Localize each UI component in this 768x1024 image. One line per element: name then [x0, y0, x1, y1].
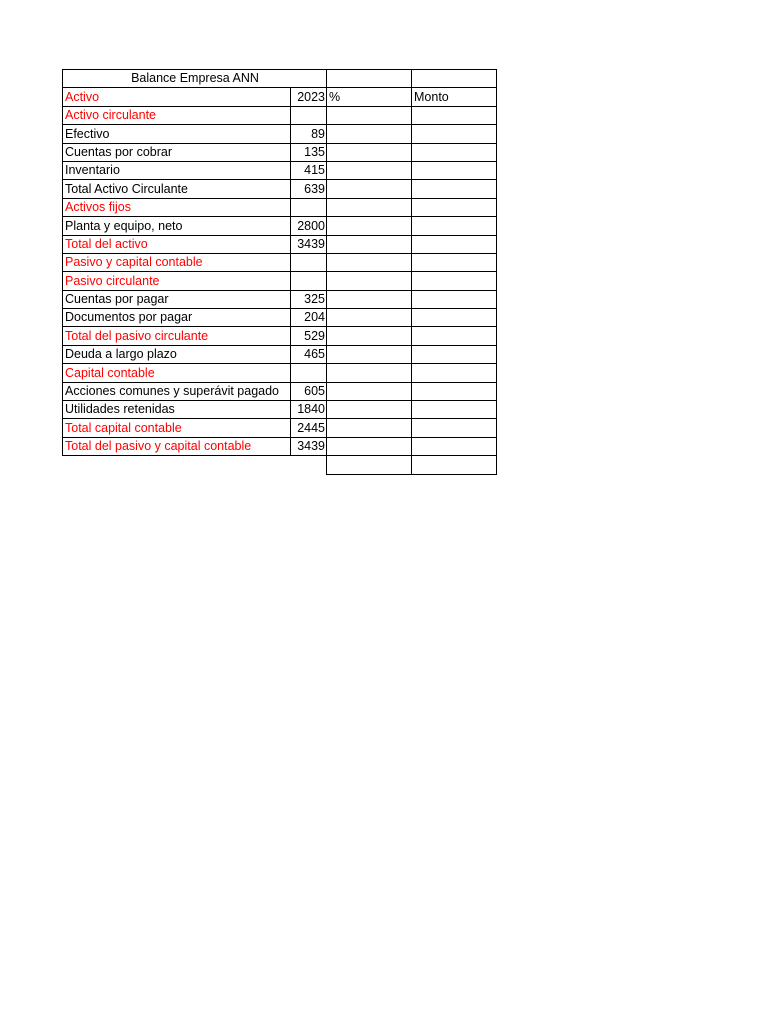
- row-percent[interactable]: [327, 327, 412, 345]
- row-value[interactable]: [291, 198, 327, 216]
- row-amount[interactable]: [412, 198, 497, 216]
- row-label[interactable]: Pasivo circulante: [63, 272, 291, 290]
- row-percent[interactable]: [327, 143, 412, 161]
- row-label[interactable]: Total del activo: [63, 235, 291, 253]
- row-amount[interactable]: [412, 382, 497, 400]
- row-label[interactable]: Total capital contable: [63, 419, 291, 437]
- row-percent[interactable]: [327, 161, 412, 179]
- row-amount[interactable]: [412, 456, 497, 474]
- row-value[interactable]: 135: [291, 143, 327, 161]
- row-value[interactable]: 465: [291, 345, 327, 363]
- row-value[interactable]: 89: [291, 125, 327, 143]
- row-amount[interactable]: [412, 106, 497, 124]
- balance-table-body: [63, 70, 497, 475]
- header-label[interactable]: Activo: [63, 88, 291, 106]
- cell-blank: [63, 456, 291, 474]
- table-row: [63, 401, 497, 419]
- row-label[interactable]: Total del pasivo circulante: [63, 327, 291, 345]
- row-value[interactable]: 204: [291, 309, 327, 327]
- row-value[interactable]: 325: [291, 290, 327, 308]
- row-label[interactable]: Deuda a largo plazo: [63, 345, 291, 363]
- row-percent[interactable]: [327, 106, 412, 124]
- row-value[interactable]: 3439: [291, 437, 327, 455]
- row-value[interactable]: 415: [291, 161, 327, 179]
- row-amount[interactable]: [412, 143, 497, 161]
- row-label[interactable]: Activos fijos: [63, 198, 291, 216]
- row-amount[interactable]: [412, 345, 497, 363]
- table-row: [63, 217, 497, 235]
- cell-empty[interactable]: [327, 70, 412, 88]
- row-percent[interactable]: [327, 437, 412, 455]
- trailing-row: [63, 456, 497, 474]
- cell-empty[interactable]: [412, 70, 497, 88]
- row-value[interactable]: 605: [291, 382, 327, 400]
- row-label[interactable]: Inventario: [63, 161, 291, 179]
- row-label[interactable]: Cuentas por cobrar: [63, 143, 291, 161]
- row-percent[interactable]: [327, 382, 412, 400]
- row-amount[interactable]: [412, 290, 497, 308]
- row-value[interactable]: [291, 253, 327, 271]
- table-title[interactable]: Balance Empresa ANN: [63, 70, 327, 88]
- row-percent[interactable]: [327, 290, 412, 308]
- row-amount[interactable]: [412, 125, 497, 143]
- row-amount[interactable]: [412, 309, 497, 327]
- table-row: [63, 345, 497, 363]
- row-value[interactable]: 1840: [291, 401, 327, 419]
- table-row: [63, 272, 497, 290]
- table-row: [63, 419, 497, 437]
- table-row: [63, 235, 497, 253]
- row-amount[interactable]: [412, 180, 497, 198]
- table-row: [63, 106, 497, 124]
- row-percent[interactable]: [327, 253, 412, 271]
- header-row: [63, 88, 497, 106]
- row-label[interactable]: Planta y equipo, neto: [63, 217, 291, 235]
- row-percent[interactable]: [327, 456, 412, 474]
- table-row: [63, 143, 497, 161]
- row-amount[interactable]: [412, 419, 497, 437]
- table-row: [63, 382, 497, 400]
- row-amount[interactable]: [412, 401, 497, 419]
- table-row: [63, 253, 497, 271]
- row-percent[interactable]: [327, 217, 412, 235]
- row-value[interactable]: 2800: [291, 217, 327, 235]
- row-percent[interactable]: [327, 309, 412, 327]
- row-value[interactable]: 639: [291, 180, 327, 198]
- title-row: [63, 70, 497, 88]
- table-row: [63, 437, 497, 455]
- row-amount[interactable]: [412, 217, 497, 235]
- row-label[interactable]: Utilidades retenidas: [63, 401, 291, 419]
- row-amount[interactable]: [412, 161, 497, 179]
- cell-blank: [291, 456, 327, 474]
- row-value[interactable]: 2445: [291, 419, 327, 437]
- table-row: [63, 161, 497, 179]
- row-percent[interactable]: [327, 235, 412, 253]
- table-row: [63, 309, 497, 327]
- row-label[interactable]: Acciones comunes y superávit pagado: [63, 382, 291, 400]
- table-row: [63, 180, 497, 198]
- row-label[interactable]: Activo circulante: [63, 106, 291, 124]
- row-percent[interactable]: [327, 345, 412, 363]
- row-label[interactable]: Cuentas por pagar: [63, 290, 291, 308]
- table-row: [63, 125, 497, 143]
- table-row: [63, 327, 497, 345]
- row-label[interactable]: Total del pasivo y capital contable: [63, 437, 291, 455]
- row-value[interactable]: [291, 106, 327, 124]
- row-value[interactable]: 529: [291, 327, 327, 345]
- row-label[interactable]: Capital contable: [63, 364, 291, 382]
- row-label[interactable]: Documentos por pagar: [63, 309, 291, 327]
- row-percent[interactable]: [327, 419, 412, 437]
- row-amount[interactable]: [412, 253, 497, 271]
- table-row: [63, 364, 497, 382]
- row-amount[interactable]: [412, 364, 497, 382]
- row-percent[interactable]: [327, 198, 412, 216]
- row-percent[interactable]: [327, 125, 412, 143]
- row-amount[interactable]: [412, 272, 497, 290]
- balance-table: [62, 69, 497, 475]
- header-amount[interactable]: Monto: [412, 88, 497, 106]
- row-label[interactable]: Efectivo: [63, 125, 291, 143]
- row-value[interactable]: [291, 364, 327, 382]
- row-percent[interactable]: [327, 401, 412, 419]
- row-percent[interactable]: [327, 272, 412, 290]
- row-label[interactable]: Pasivo y capital contable: [63, 253, 291, 271]
- row-value[interactable]: [291, 272, 327, 290]
- header-year[interactable]: 2023: [291, 88, 327, 106]
- header-percent[interactable]: %: [327, 88, 412, 106]
- row-value[interactable]: 3439: [291, 235, 327, 253]
- row-amount[interactable]: [412, 437, 497, 455]
- row-percent[interactable]: [327, 364, 412, 382]
- spreadsheet: [62, 69, 497, 475]
- table-row: [63, 290, 497, 308]
- row-amount[interactable]: [412, 327, 497, 345]
- table-row: [63, 198, 497, 216]
- row-percent[interactable]: [327, 180, 412, 198]
- row-label[interactable]: Total Activo Circulante: [63, 180, 291, 198]
- row-amount[interactable]: [412, 235, 497, 253]
